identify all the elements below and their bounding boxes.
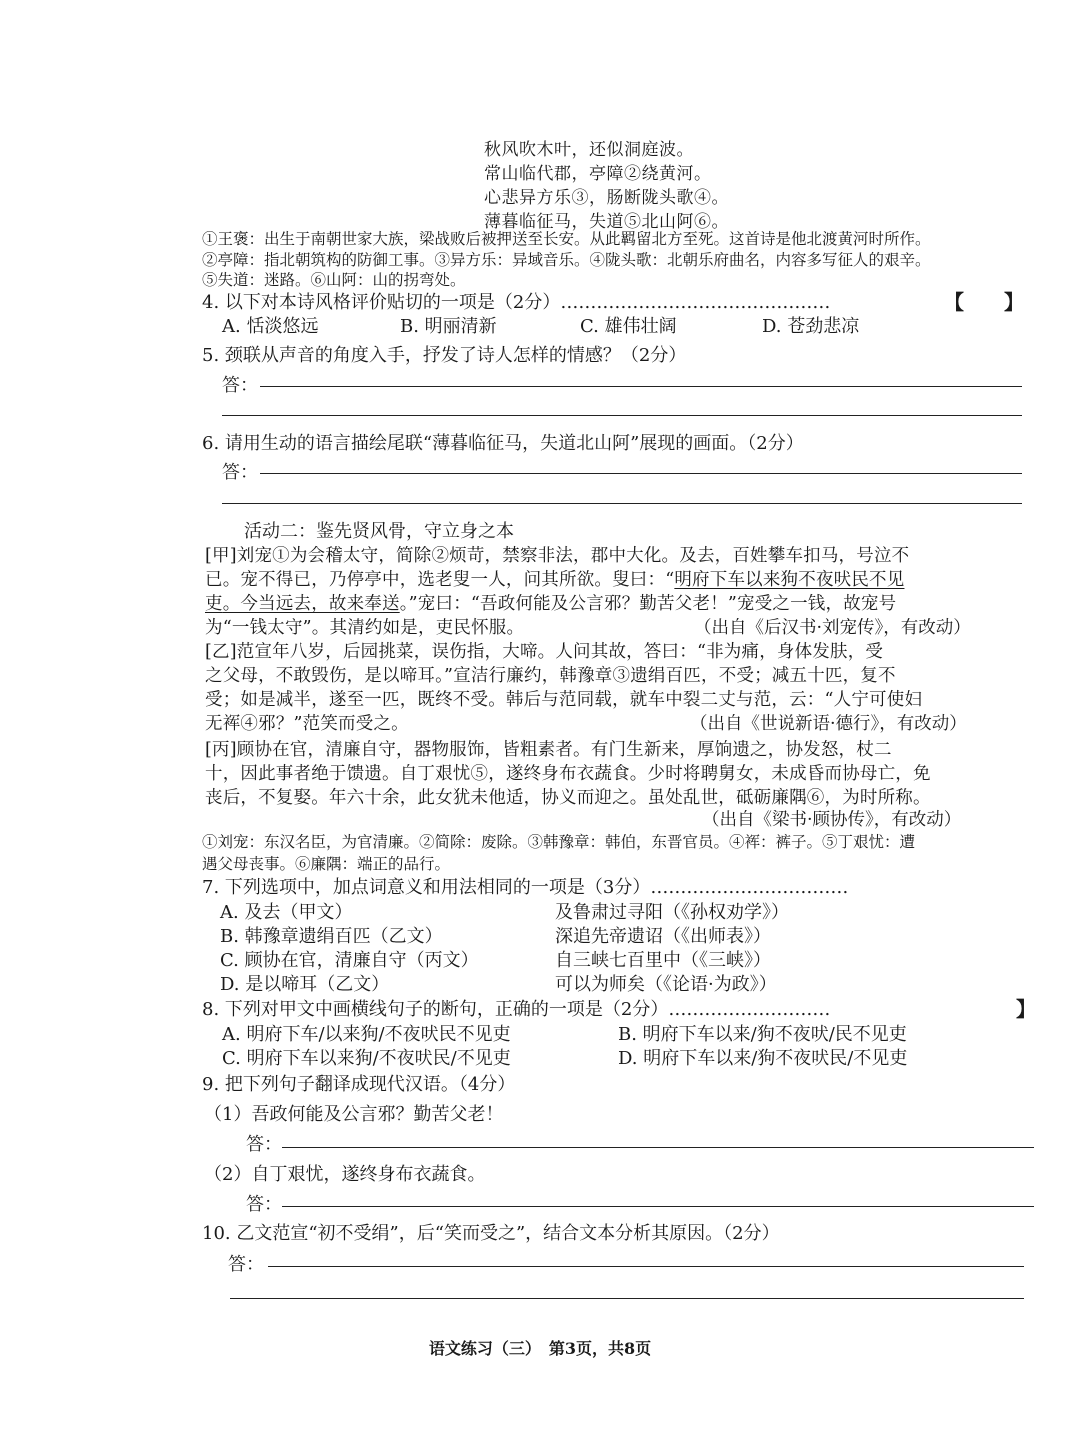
poem-note-2: ②亭障：指北朝筑构的防御工事。③异方乐：异域音乐。④陇头歌：北朝乐府曲名，内容多写征人的艰辛。	[202, 251, 931, 269]
bing-source: （出自《梁书·顾协传》，有改动）	[702, 810, 962, 830]
q7-option-b-right: 深追先帝遗诏（《出师表》）	[555, 926, 771, 947]
jia-line-3-text: 。”宠曰：“吾政何能及公言邪？勤苦父老！”宠受之一钱，故宠号	[399, 594, 897, 614]
activity2-title: 活动二：鉴先贤风骨，守立身之本	[244, 521, 514, 542]
q9-stem: 9. 把下列句子翻译成现代汉语。（4分）	[202, 1074, 516, 1095]
jia-line-2-text: 已。宠不得已，乃停亭中，选老叟一人，问其所欲。叟曰：“	[205, 570, 675, 590]
q5-stem: 5. 颈联从声音的角度入手，抒发了诗人怎样的情感？（2分）	[202, 345, 687, 366]
yi-source: （出自《世说新语·德行》，有改动）	[690, 714, 967, 734]
q7-option-d-left: D. 是以啼耳（乙文）	[220, 974, 390, 995]
jia-line-3	[205, 590, 896, 615]
poem-note-3: ⑤失道：迷路。⑥山阿：山的拐弯处。	[202, 271, 466, 289]
q4-option-a: A. 恬淡悠远	[222, 316, 319, 337]
q6-answer-line-2[interactable]	[222, 503, 1022, 504]
q10-answer-line-1[interactable]	[268, 1266, 1024, 1267]
q8-option-b: B. 明府下车以来/狗不夜吠/民不见吏	[618, 1024, 907, 1045]
q6-stem: 6. 请用生动的语言描绘尾联“薄暮临征马，失道北山阿”展现的画面。（2分）	[202, 433, 804, 454]
poem-line-4: 薄暮临征马，失道⑤北山阿⑥。	[484, 212, 729, 232]
q5-answer-line-1[interactable]	[260, 386, 1022, 387]
q4-stem: 4. 以下对本诗风格评价贴切的一项是（2分）………………………………………	[202, 292, 831, 313]
yi-line-4: 无裈④邪？”范笑而受之。	[205, 714, 409, 734]
q7-option-c-left: C. 顾协在官，清廉自守（丙文）	[220, 950, 479, 971]
bing-line-3: 丧后，不复娶。年六十余，此女犹未他适，协义而迎之。虽处乱世，砥砺廉隅⑥，为时所称。	[205, 788, 931, 808]
bing-line-1: [丙]顾协在官，清廉自守，器物服饰，皆粗素者。有门生新来，厚饷遗之，协发怒，杖二	[205, 740, 892, 760]
q4-option-c: C. 雄伟壮阔	[580, 316, 677, 337]
yi-line-3: 受；如是减半，遂至一匹，既终不受。韩后与范同载，就车中裂二丈与范，云：“人宁可使妇	[205, 690, 923, 710]
q9-item-2: （2）自丁艰忧，遂终身布衣蔬食。	[204, 1164, 486, 1185]
q10-answer-label: 答：	[228, 1254, 264, 1275]
q9-item-2-answer-line[interactable]	[282, 1206, 1034, 1207]
yi-line-1: [乙]范宣年八岁，后园挑菜，误伤指，大啼。人问其故，答曰：“非为痛，身体发肤，受	[205, 642, 884, 662]
jia-line-3-mid: 。今当远去，故来奉送	[222, 594, 400, 614]
q8-option-c: C. 明府下车以来狗/不夜吠民/不见吏	[222, 1048, 511, 1069]
poem-line-2: 常山临代郡，亭障②绕黄河。	[484, 164, 712, 184]
q6-answer-line-1[interactable]	[260, 473, 1022, 474]
page-footer: 语文练习（三） 第3页，共8页	[428, 1339, 652, 1358]
q4-option-d: D. 苍劲悲凉	[762, 316, 860, 337]
poem-note-1: ①王褒：出生于南朝世家大族，梁战败后被押送至长安。从此羁留北方至死。这首诗是他北渡黄河时所作。	[202, 230, 931, 248]
q6-answer-label: 答：	[222, 462, 258, 483]
jia-source: （出自《后汉书·刘宠传》，有改动）	[694, 618, 971, 638]
q8-option-a: A. 明府下车/以来狗/不夜吠民不见吏	[222, 1024, 511, 1045]
q8-answer-bracket: 】	[1016, 997, 1036, 1021]
q8-stem: 8. 下列对甲文中画横线句子的断句，正确的一项是（2分）………………………	[202, 999, 831, 1020]
jia-underlined-end: 吏	[205, 594, 223, 614]
q8-option-d: D. 明府下车以来/狗不夜吠民/不见吏	[618, 1048, 908, 1069]
q4-option-b: B. 明丽清新	[400, 316, 497, 337]
q7-option-a-left: A. 及去（甲文）	[220, 902, 353, 923]
q7-option-a-right: 及鲁肃过寻阳（《孙权劝学》）	[555, 902, 789, 923]
yi-line-2: 之父母，不敢毁伤，是以啼耳。”宣洁行廉约，韩豫章③遗绢百匹，不受；减五十匹，复不	[205, 666, 896, 686]
jia-underlined-sentence: 明府下车以来狗不夜吠民不见	[674, 570, 905, 590]
activity2-note-2: 遇父母丧事。⑥廉隅：端正的品行。	[202, 855, 451, 873]
poem-line-1: 秋风吹木叶，还似洞庭波。	[484, 140, 694, 160]
activity2-note-1: ①刘宠：东汉名臣，为官清廉。②简除：废除。③韩豫章：韩伯，东晋官员。④裈：裤子。⑤丁艰忧：遭	[202, 833, 916, 851]
q9-item-1-answer-line[interactable]	[282, 1147, 1034, 1148]
q10-stem: 10. 乙文范宣“初不受绢”，后“笑而受之”，结合文本分析其原因。（2分）	[202, 1223, 780, 1244]
q9-item-2-answer-label: 答：	[246, 1194, 282, 1215]
q7-option-b-left: B. 韩豫章遗绢百匹（乙文）	[220, 926, 443, 947]
q7-option-c-right: 自三峡七百里中（《三峡》）	[555, 950, 771, 971]
poem-line-3: 心悲异方乐③，肠断陇头歌④。	[484, 188, 729, 208]
jia-line-4: 为“一钱太守”。其清约如是，吏民怀服。	[205, 618, 525, 638]
q7-option-d-right: 可以为师矣（《论语·为政》）	[555, 974, 777, 995]
bing-line-2: 十，因此事者绝于馈遗。自丁艰忧⑤，遂终身布衣蔬食。少时将聘舅女，未成昏而协母亡，免	[205, 764, 931, 784]
q5-answer-line-2[interactable]	[222, 415, 1022, 416]
q4-answer-bracket: 【 】	[944, 290, 1024, 314]
q10-answer-line-2[interactable]	[230, 1298, 1024, 1299]
q5-answer-label: 答：	[222, 375, 258, 396]
q9-item-1-answer-label: 答：	[246, 1134, 282, 1155]
jia-line-2	[205, 566, 904, 591]
q9-item-1: （1）吾政何能及公言邪？勤苦父老！	[204, 1104, 504, 1125]
jia-line-1: [甲]刘宠①为会稽太守，简除②烦苛，禁察非法，郡中大化。及去，百姓攀车扣马，号泣不	[205, 546, 910, 566]
q7-stem: 7. 下列选项中，加点词意义和用法相同的一项是（3分）……………………………	[202, 877, 849, 898]
